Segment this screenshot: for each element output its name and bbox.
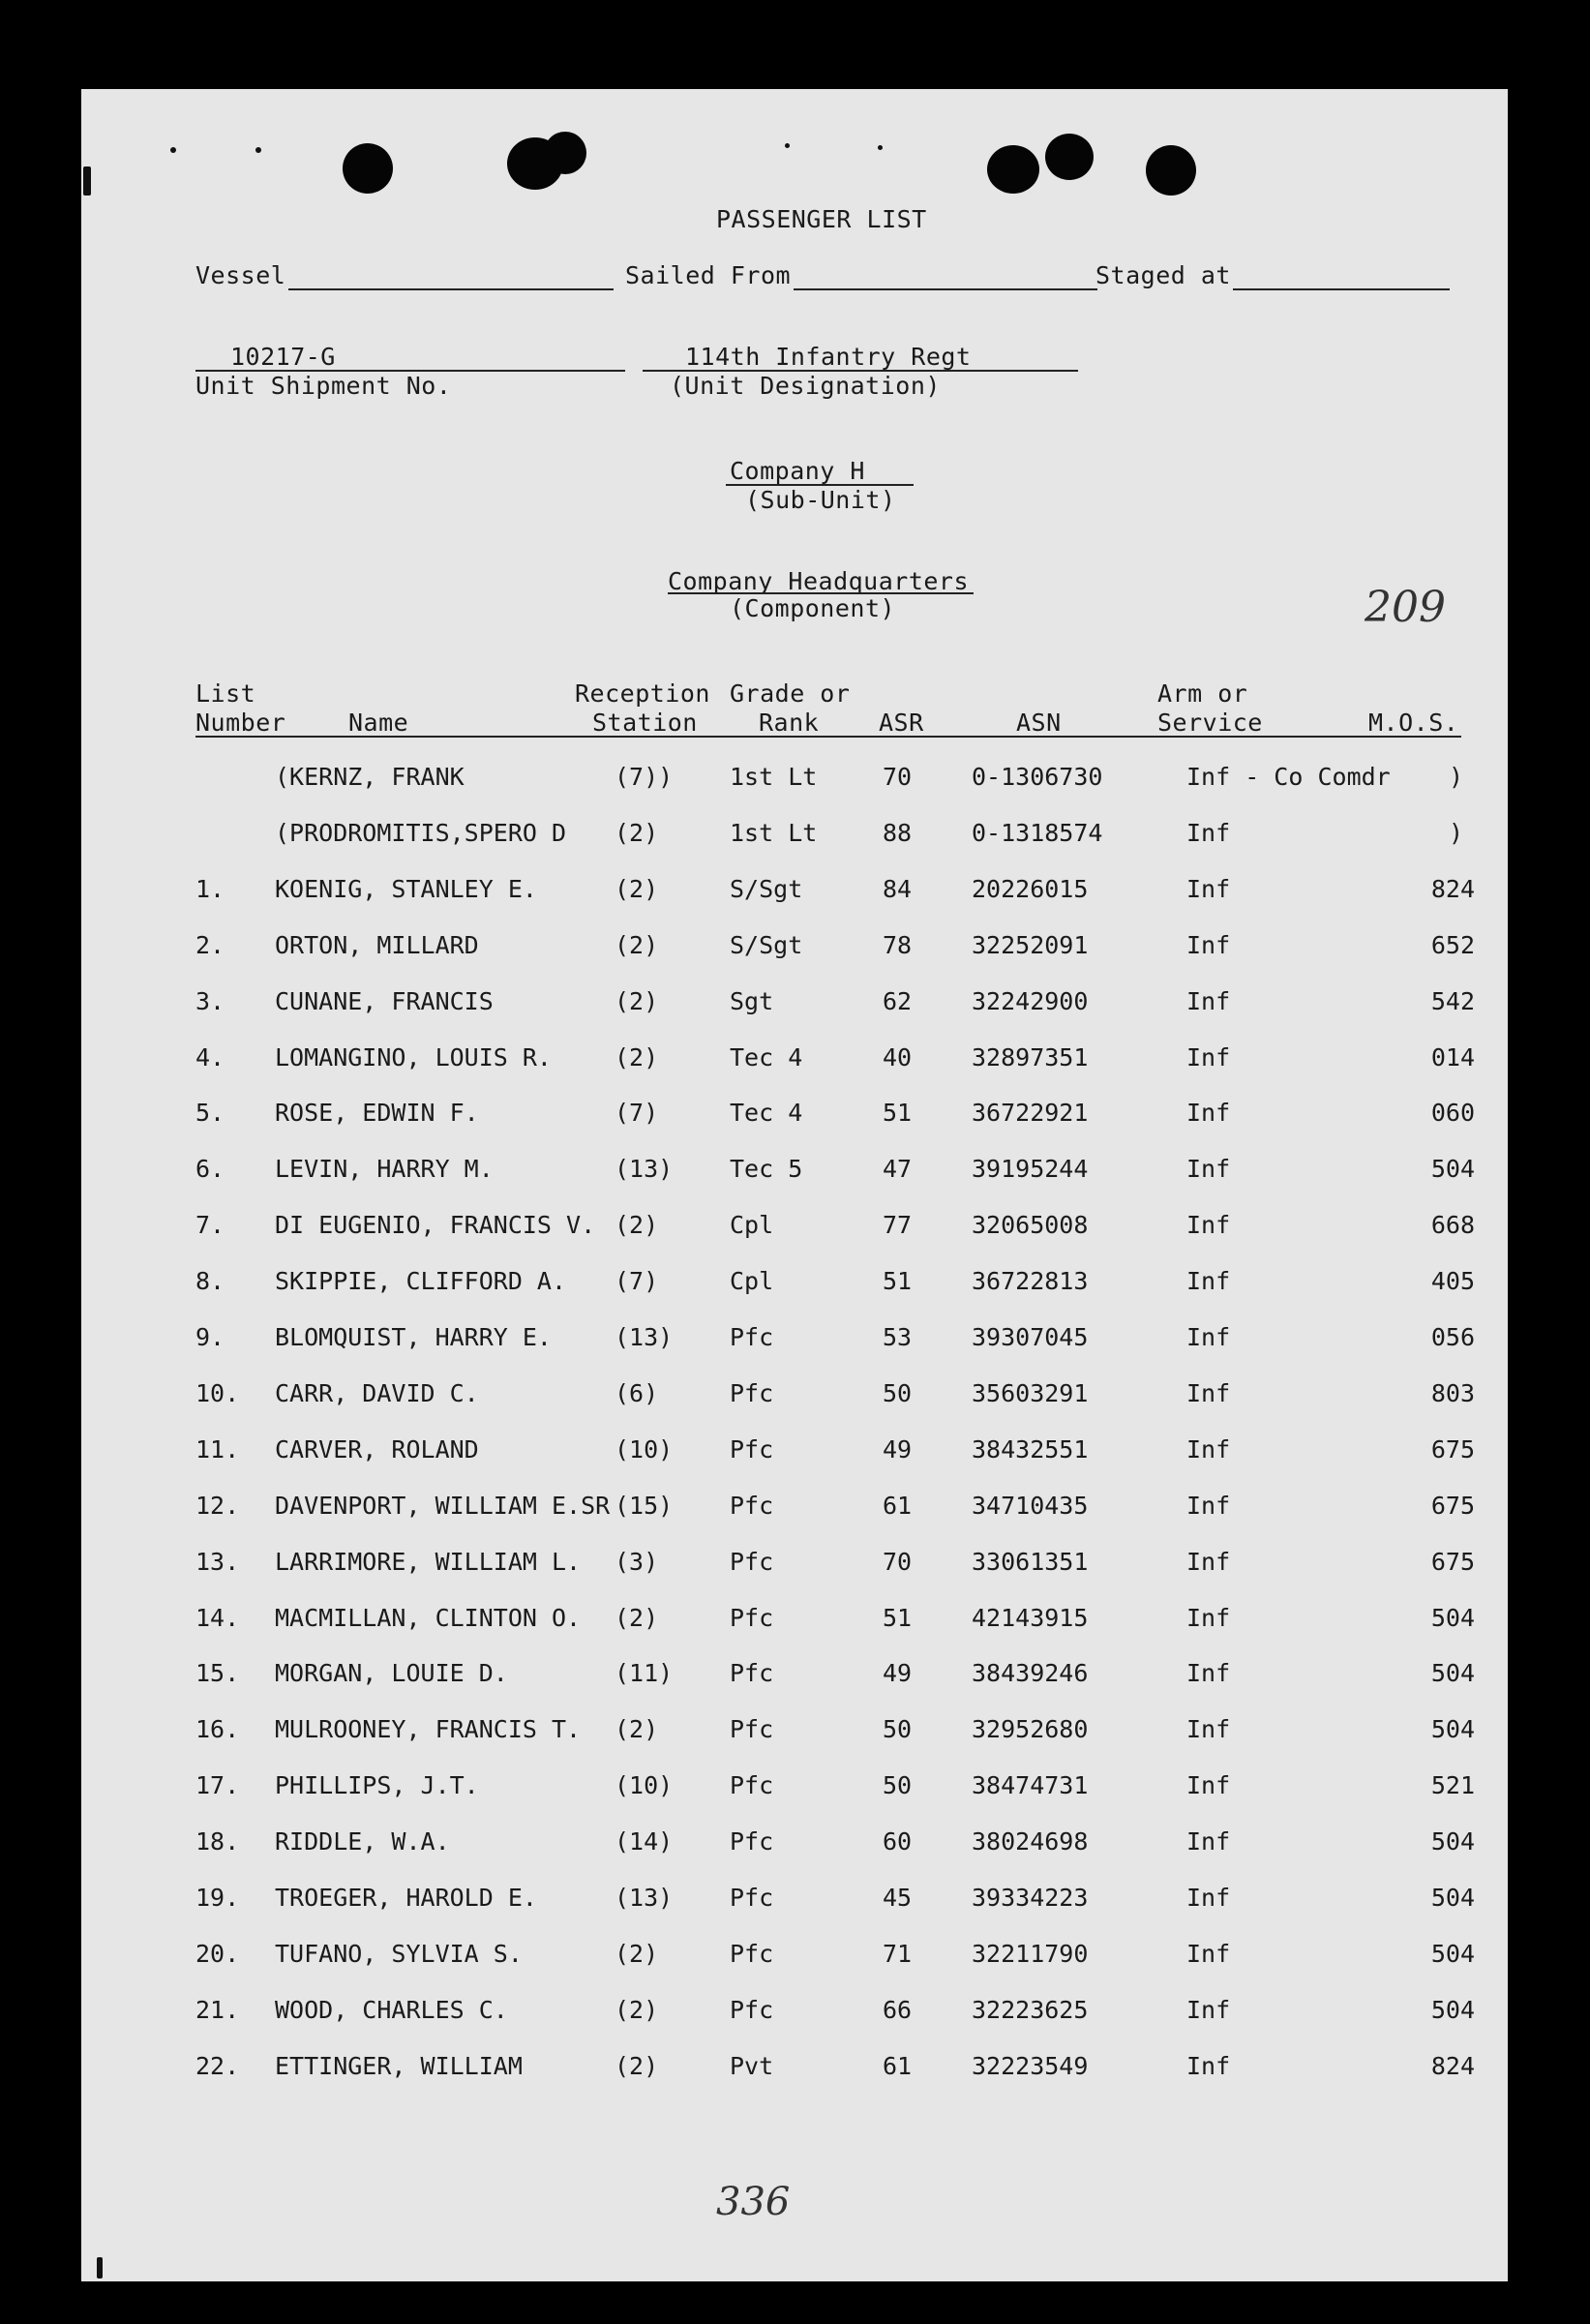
cell-name: TROEGER, HAROLD E. — [275, 1884, 537, 1912]
cell-num: 18. — [195, 1827, 240, 1856]
handwritten-page-number: 209 — [1365, 583, 1446, 632]
cell-name: TUFANO, SYLVIA S. — [275, 1939, 523, 1968]
cell-grade: Pfc — [730, 1939, 774, 1968]
header-grade: Grade or — [730, 679, 851, 708]
cell-name: SKIPPIE, CLIFFORD A. — [275, 1267, 567, 1296]
cell-name: MACMILLAN, CLINTON O. — [275, 1603, 582, 1632]
cell-mos: 521 — [1430, 1771, 1475, 1800]
cell-name: DI EUGENIO, FRANCIS V. — [275, 1211, 596, 1240]
staged-at-label: Staged at — [1095, 261, 1231, 289]
cell-grade: Pfc — [730, 1547, 774, 1576]
cell-num: 14. — [195, 1603, 240, 1632]
cell-arm: Inf — [1186, 1099, 1231, 1128]
cell-grade: 1st Lt — [730, 763, 818, 791]
ink-speck — [83, 166, 91, 196]
cell-grade: Pfc — [730, 1827, 774, 1856]
cell-num: 5. — [195, 1099, 225, 1128]
cell-asr: 47 — [883, 1155, 913, 1184]
cell-name: PHILLIPS, J.T. — [275, 1771, 479, 1800]
cell-grade: Tec 5 — [730, 1155, 803, 1184]
cell-asn: 0-1306730 — [972, 763, 1103, 791]
cell-arm: Inf — [1186, 1771, 1231, 1800]
cell-grade: Pfc — [730, 1715, 774, 1744]
staged-at-underline — [1233, 288, 1450, 290]
cell-asn: 38432551 — [972, 1434, 1089, 1464]
cell-arm: Inf — [1186, 1323, 1231, 1351]
table-row — [81, 1101, 1508, 1139]
header-asn: ASN — [1016, 709, 1062, 737]
table-row — [81, 1717, 1508, 1756]
cell-arm: Inf - Co Comdr — [1186, 763, 1391, 791]
cell-arm: Inf — [1186, 1491, 1231, 1520]
table-row — [81, 986, 1508, 1028]
table-row — [81, 1269, 1508, 1308]
cell-asr: 61 — [883, 1491, 913, 1520]
cell-mos: 504 — [1430, 1659, 1475, 1688]
cell-num: 15. — [195, 1659, 240, 1688]
cell-asn: 32223549 — [972, 2051, 1089, 2080]
cell-grade: Pfc — [730, 1491, 774, 1520]
cell-name: LEVIN, HARRY M. — [275, 1155, 494, 1184]
table-row — [81, 1603, 1508, 1645]
cell-station: (3) — [615, 1547, 659, 1576]
cell-name: CARVER, ROLAND — [275, 1434, 479, 1464]
cell-num: 19. — [195, 1884, 240, 1912]
header-rank: Rank — [759, 709, 820, 737]
cell-mos: 504 — [1430, 1827, 1475, 1856]
cell-arm: Inf — [1186, 1155, 1231, 1184]
cell-asn: 32211790 — [972, 1939, 1089, 1968]
cell-name: ORTON, MILLARD — [275, 930, 479, 959]
cell-asr: 51 — [883, 1099, 913, 1128]
cell-num: 6. — [195, 1155, 225, 1184]
cell-asn: 32897351 — [972, 1042, 1089, 1071]
cell-asr: 70 — [883, 1547, 913, 1576]
cell-name: (KERNZ, FRANK — [275, 763, 465, 791]
cell-asr: 60 — [883, 1827, 913, 1856]
cell-asn: 32252091 — [972, 930, 1089, 959]
unit-designation-label: (Unit Designation) — [670, 372, 941, 400]
component-label: (Component) — [730, 594, 896, 622]
cell-mos: 504 — [1430, 1995, 1475, 2024]
cell-mos: 504 — [1430, 1603, 1475, 1632]
header-mos: M.O.S. — [1368, 709, 1459, 737]
header-arm: Arm or — [1157, 679, 1248, 708]
cell-name: (PRODROMITIS,SPERO D — [275, 818, 567, 847]
table-row — [81, 1434, 1508, 1476]
cell-mos: 504 — [1430, 1939, 1475, 1968]
cell-station: (2) — [615, 986, 659, 1015]
cell-grade: Cpl — [730, 1267, 774, 1296]
cell-grade: Cpl — [730, 1211, 774, 1240]
cell-asr: 70 — [883, 763, 913, 791]
cell-asn: 32952680 — [972, 1715, 1089, 1744]
cell-grade: S/Sgt — [730, 930, 803, 959]
cell-station: (2) — [615, 1939, 659, 1968]
unit-shipment-label: Unit Shipment No. — [195, 372, 452, 400]
cell-num: 22. — [195, 2051, 240, 2080]
cell-num: 21. — [195, 1995, 240, 2024]
cell-arm: Inf — [1186, 818, 1231, 847]
punch-hole — [987, 145, 1039, 194]
cell-num: 12. — [195, 1491, 240, 1520]
table-row — [81, 1886, 1508, 1924]
cell-grade: Pfc — [730, 1323, 774, 1351]
table-row — [81, 1157, 1508, 1195]
cell-station: (2) — [615, 1211, 659, 1240]
cell-asn: 39307045 — [972, 1323, 1089, 1351]
cell-asn: 36722813 — [972, 1267, 1089, 1296]
cell-station: (2) — [615, 818, 659, 847]
table-row — [81, 1995, 1508, 2037]
cell-arm: Inf — [1186, 1267, 1231, 1296]
punch-hole — [343, 143, 393, 194]
cell-name: CUNANE, FRANCIS — [275, 986, 494, 1015]
cell-station: (2) — [615, 1042, 659, 1071]
cell-asn: 0-1318574 — [972, 818, 1103, 847]
cell-name: MORGAN, LOUIE D. — [275, 1659, 508, 1688]
cell-num: 16. — [195, 1715, 240, 1744]
cell-asr: 62 — [883, 986, 913, 1015]
cell-asn: 34710435 — [972, 1491, 1089, 1520]
cell-name: LARRIMORE, WILLIAM L. — [275, 1547, 582, 1576]
table-row — [81, 930, 1508, 972]
vessel-underline — [288, 288, 614, 290]
cell-station: (2) — [615, 1995, 659, 2024]
cell-asn: 32223625 — [972, 1995, 1089, 2024]
cell-num: 8. — [195, 1267, 225, 1296]
cell-name: ETTINGER, WILLIAM — [275, 2051, 523, 2080]
cell-mos: 542 — [1430, 986, 1475, 1015]
cell-arm: Inf — [1186, 1042, 1231, 1071]
cell-station: (2) — [615, 1603, 659, 1632]
cell-mos: 675 — [1430, 1547, 1475, 1576]
cell-asr: 88 — [883, 818, 913, 847]
cell-station: (11) — [615, 1659, 674, 1688]
cell-asr: 51 — [883, 1603, 913, 1632]
cell-grade: Sgt — [730, 986, 774, 1015]
cell-asn: 38474731 — [972, 1771, 1089, 1800]
cell-asr: 77 — [883, 1211, 913, 1240]
cell-grade: S/Sgt — [730, 874, 803, 903]
cell-mos: 060 — [1430, 1099, 1475, 1128]
table-row — [81, 1661, 1508, 1700]
cell-station: (2) — [615, 930, 659, 959]
cell-grade: Pvt — [730, 2051, 774, 2080]
cell-station: (7) — [615, 1267, 659, 1296]
ink-speck — [785, 143, 790, 148]
table-row — [81, 1547, 1508, 1588]
cell-asn: 38024698 — [972, 1827, 1089, 1856]
cell-mos: 014 — [1430, 1042, 1475, 1071]
cell-asr: 49 — [883, 1659, 913, 1688]
cell-asr: 50 — [883, 1715, 913, 1744]
cell-asr: 51 — [883, 1267, 913, 1296]
cell-asn: 33061351 — [972, 1547, 1089, 1576]
header-reception: Reception — [575, 679, 710, 708]
cell-station: (10) — [615, 1771, 674, 1800]
cell-asr: 66 — [883, 1995, 913, 2024]
cell-name: LOMANGINO, LOUIS R. — [275, 1042, 552, 1071]
cell-arm: Inf — [1186, 1378, 1231, 1407]
cell-asr: 84 — [883, 874, 913, 903]
cell-name: CARR, DAVID C. — [275, 1378, 479, 1407]
sub-unit: Company H — [730, 457, 865, 485]
cell-num: 20. — [195, 1939, 240, 1968]
cell-asn: 20226015 — [972, 874, 1089, 903]
cell-num: 17. — [195, 1771, 240, 1800]
cell-arm: Inf — [1186, 1715, 1231, 1744]
cell-num: 10. — [195, 1378, 240, 1407]
cell-grade: Pfc — [730, 1378, 774, 1407]
cell-asn: 39195244 — [972, 1155, 1089, 1184]
cell-grade: Pfc — [730, 1659, 774, 1688]
cell-station: (13) — [615, 1323, 674, 1351]
cell-paren: ) — [1449, 763, 1464, 791]
cell-asr: 71 — [883, 1939, 913, 1968]
table-row — [81, 1378, 1508, 1420]
header-asr: ASR — [879, 709, 924, 737]
cell-name: ROSE, EDWIN F. — [275, 1099, 479, 1128]
cell-station: (6) — [615, 1378, 659, 1407]
cell-arm: Inf — [1186, 1995, 1231, 2024]
cell-mos: 056 — [1430, 1323, 1475, 1351]
cell-station: (14) — [615, 1827, 674, 1856]
cell-arm: Inf — [1186, 1603, 1231, 1632]
cell-station: (7)) — [615, 763, 674, 791]
table-row — [81, 2051, 1508, 2093]
table-row — [81, 1213, 1508, 1252]
cell-name: WOOD, CHARLES C. — [275, 1995, 508, 2024]
cell-asn: 36722921 — [972, 1099, 1089, 1128]
cell-station: (13) — [615, 1155, 674, 1184]
table-row — [81, 1491, 1508, 1532]
punch-hole — [1146, 145, 1196, 196]
header-name: Name — [348, 709, 409, 737]
cell-asr: 40 — [883, 1042, 913, 1071]
cell-asr: 49 — [883, 1434, 913, 1464]
cell-station: (7) — [615, 1099, 659, 1128]
cell-asr: 53 — [883, 1323, 913, 1351]
cell-mos: 803 — [1430, 1378, 1475, 1407]
cell-mos: 824 — [1430, 2051, 1475, 2080]
table-row — [81, 1773, 1508, 1812]
cell-arm: Inf — [1186, 930, 1231, 959]
cell-num: 9. — [195, 1323, 225, 1351]
vessel-label: Vessel — [195, 261, 286, 289]
cell-grade: Tec 4 — [730, 1099, 803, 1128]
header-underline — [195, 736, 1461, 738]
cell-num: 7. — [195, 1211, 225, 1240]
cell-asr: 45 — [883, 1884, 913, 1912]
table-row — [81, 1325, 1508, 1364]
cell-station: (10) — [615, 1434, 674, 1464]
table-row — [81, 1042, 1508, 1084]
cell-arm: Inf — [1186, 1827, 1231, 1856]
handwritten-footer-number: 336 — [716, 2180, 791, 2224]
unit-shipment-no: 10217-G — [230, 343, 336, 371]
cell-asr: 50 — [883, 1771, 913, 1800]
cell-station: (2) — [615, 874, 659, 903]
cell-name: BLOMQUIST, HARRY E. — [275, 1323, 552, 1351]
cell-station: (13) — [615, 1884, 674, 1912]
cell-name: DAVENPORT, WILLIAM E.SR — [275, 1491, 611, 1520]
cell-arm: Inf — [1186, 986, 1231, 1015]
cell-num: 11. — [195, 1434, 240, 1464]
cell-arm: Inf — [1186, 1884, 1231, 1912]
cell-grade: Pfc — [730, 1995, 774, 2024]
cell-mos: 668 — [1430, 1211, 1475, 1240]
cell-station: (2) — [615, 1715, 659, 1744]
cell-grade: Pfc — [730, 1603, 774, 1632]
cell-asn: 42143915 — [972, 1603, 1089, 1632]
cell-num: 2. — [195, 930, 225, 959]
header-service: Service — [1157, 709, 1263, 737]
sub-unit-label: (Sub-Unit) — [745, 486, 896, 514]
cell-asn: 32242900 — [972, 986, 1089, 1015]
cell-mos: 504 — [1430, 1155, 1475, 1184]
cell-arm: Inf — [1186, 874, 1231, 903]
cell-grade: Tec 4 — [730, 1042, 803, 1071]
header-station: Station — [592, 709, 698, 737]
cell-num: 4. — [195, 1042, 225, 1071]
cell-mos: 405 — [1430, 1267, 1475, 1296]
cell-arm: Inf — [1186, 1547, 1231, 1576]
cell-arm: Inf — [1186, 1659, 1231, 1688]
cell-mos: 824 — [1430, 874, 1475, 903]
cell-name: KOENIG, STANLEY E. — [275, 874, 537, 903]
cell-asn: 38439246 — [972, 1659, 1089, 1688]
component: Company Headquarters — [668, 567, 970, 595]
header-number: Number — [195, 709, 286, 737]
cell-name: RIDDLE, W.A. — [275, 1827, 450, 1856]
cell-mos: 504 — [1430, 1715, 1475, 1744]
document-page — [81, 89, 1508, 2281]
punch-hole — [1045, 134, 1094, 180]
ink-speck — [97, 2257, 103, 2279]
cell-num: 3. — [195, 986, 225, 1015]
cell-grade: Pfc — [730, 1884, 774, 1912]
cell-asr: 50 — [883, 1378, 913, 1407]
table-row — [81, 818, 1508, 860]
cell-arm: Inf — [1186, 2051, 1231, 2080]
cell-grade: Pfc — [730, 1434, 774, 1464]
cell-num: 13. — [195, 1547, 240, 1576]
cell-asn: 39334223 — [972, 1884, 1089, 1912]
table-row — [81, 874, 1508, 916]
cell-mos: 675 — [1430, 1434, 1475, 1464]
cell-paren: ) — [1449, 818, 1464, 847]
ink-speck — [878, 145, 883, 150]
cell-name: MULROONEY, FRANCIS T. — [275, 1715, 582, 1744]
sailed-from-label: Sailed From — [625, 261, 792, 289]
punch-hole — [544, 132, 586, 174]
unit-designation: 114th Infantry Regt — [685, 343, 972, 371]
ink-speck — [255, 147, 261, 153]
cell-grade: Pfc — [730, 1771, 774, 1800]
ink-speck — [170, 147, 176, 153]
table-row — [81, 1829, 1508, 1868]
cell-station: (15) — [615, 1491, 674, 1520]
table-row — [81, 1939, 1508, 1980]
cell-asr: 78 — [883, 930, 913, 959]
table-row — [81, 765, 1508, 803]
cell-mos: 652 — [1430, 930, 1475, 959]
document-title: PASSENGER LIST — [716, 205, 927, 233]
cell-station: (2) — [615, 2051, 659, 2080]
cell-arm: Inf — [1186, 1434, 1231, 1464]
sailed-from-underline — [794, 288, 1097, 290]
cell-asn: 32065008 — [972, 1211, 1089, 1240]
cell-num: 1. — [195, 874, 225, 903]
cell-asn: 35603291 — [972, 1378, 1089, 1407]
cell-asr: 61 — [883, 2051, 913, 2080]
cell-mos: 675 — [1430, 1491, 1475, 1520]
cell-grade: 1st Lt — [730, 818, 818, 847]
cell-mos: 504 — [1430, 1884, 1475, 1912]
cell-arm: Inf — [1186, 1939, 1231, 1968]
header-list: List — [195, 679, 256, 708]
cell-arm: Inf — [1186, 1211, 1231, 1240]
